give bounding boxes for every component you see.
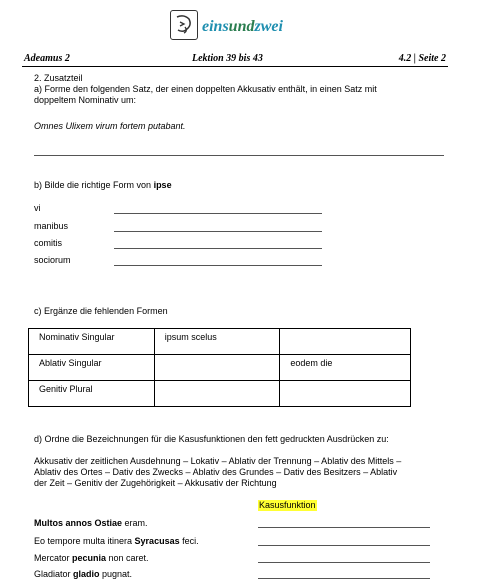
task-d-sentence: Gladiator gladio pugnat. (34, 569, 133, 579)
task-b-answer-line[interactable] (114, 265, 322, 266)
task-d-sentence: Multos annos Ostiae eram. (34, 518, 148, 528)
task-d-heading: d) Ordne die Bezeichnungen für die Kasusfunktionen den fett gedruckten Ausdrücken zu: (34, 434, 389, 444)
task-b-item: manibus (34, 221, 69, 231)
table-cell: Ablativ Singular (29, 355, 155, 381)
task-d-sentence: Mercator pecunia non caret. (34, 553, 149, 563)
task-b-heading: b) Bilde die richtige Form von ipse (34, 180, 172, 190)
task-d-list-3: der Zeit – Genitiv der Zugehörigkeit – Akkusativ der Richtung (34, 478, 277, 488)
table-cell: Nominativ Singular (29, 329, 155, 355)
table-cell-empty[interactable] (280, 381, 411, 407)
task-d-list-2: Ablativ des Ortes – Dativ des Zwecks – Ablativ des Grundes – Dativ des Besitzers – Ablativ (34, 467, 398, 477)
task-b-item: vi (34, 203, 41, 213)
task-b-answer-line[interactable] (114, 248, 322, 249)
header-lesson: Lektion 39 bis 43 (192, 53, 263, 64)
table-cell-empty[interactable] (154, 355, 280, 381)
task-d-answer-line[interactable] (258, 562, 430, 563)
header-page: 4.2 | Seite 2 (398, 53, 446, 64)
logo-wordmark: einsundzwei (202, 18, 283, 35)
task-c-heading: c) Ergänze die fehlenden Formen (34, 306, 168, 316)
header-book: Adeamus 2 (24, 53, 70, 64)
task-b-item: sociorum (34, 255, 71, 265)
column-label-kasusfunktion: Kasusfunktion (259, 500, 316, 510)
task-d-answer-line[interactable] (258, 527, 430, 528)
table-row (29, 355, 411, 381)
task-b-answer-line[interactable] (114, 231, 322, 232)
table-cell-empty[interactable] (154, 381, 280, 407)
table-cell: ipsum scelus (154, 329, 280, 355)
table-row (29, 381, 411, 407)
page-header (22, 52, 448, 67)
logo (170, 10, 290, 42)
task-a-answer-line[interactable] (34, 155, 444, 156)
task-d-answer-line[interactable] (258, 545, 430, 546)
task-a-instruction-1: a) Forme den folgenden Satz, der einen doppelten Akkusativ enthält, in einen Satz mit (34, 84, 377, 94)
forms-table (28, 328, 411, 407)
task-a-instruction-2: doppeltem Nominativ um: (34, 95, 137, 105)
cheeky-face-icon (170, 10, 198, 40)
table-cell-empty[interactable] (280, 329, 411, 355)
table-cell: Genitiv Plural (29, 381, 155, 407)
task-b-item: comitis (34, 238, 63, 248)
task-b-answer-line[interactable] (114, 213, 322, 214)
table-row (29, 329, 411, 355)
task-a-sentence: Omnes Ulixem virum fortem putabant. (34, 121, 186, 131)
table-cell: eodem die (280, 355, 411, 381)
task-d-answer-line[interactable] (258, 578, 430, 579)
task-d-list-1: Akkusativ der zeitlichen Ausdehnung – Lokativ – Ablativ der Trennung – Ablativ des Mittels – (34, 456, 402, 466)
section-heading: 2. Zusatzteil (34, 73, 83, 83)
task-d-sentence: Eo tempore multa itinera Syracusas feci. (34, 536, 199, 546)
